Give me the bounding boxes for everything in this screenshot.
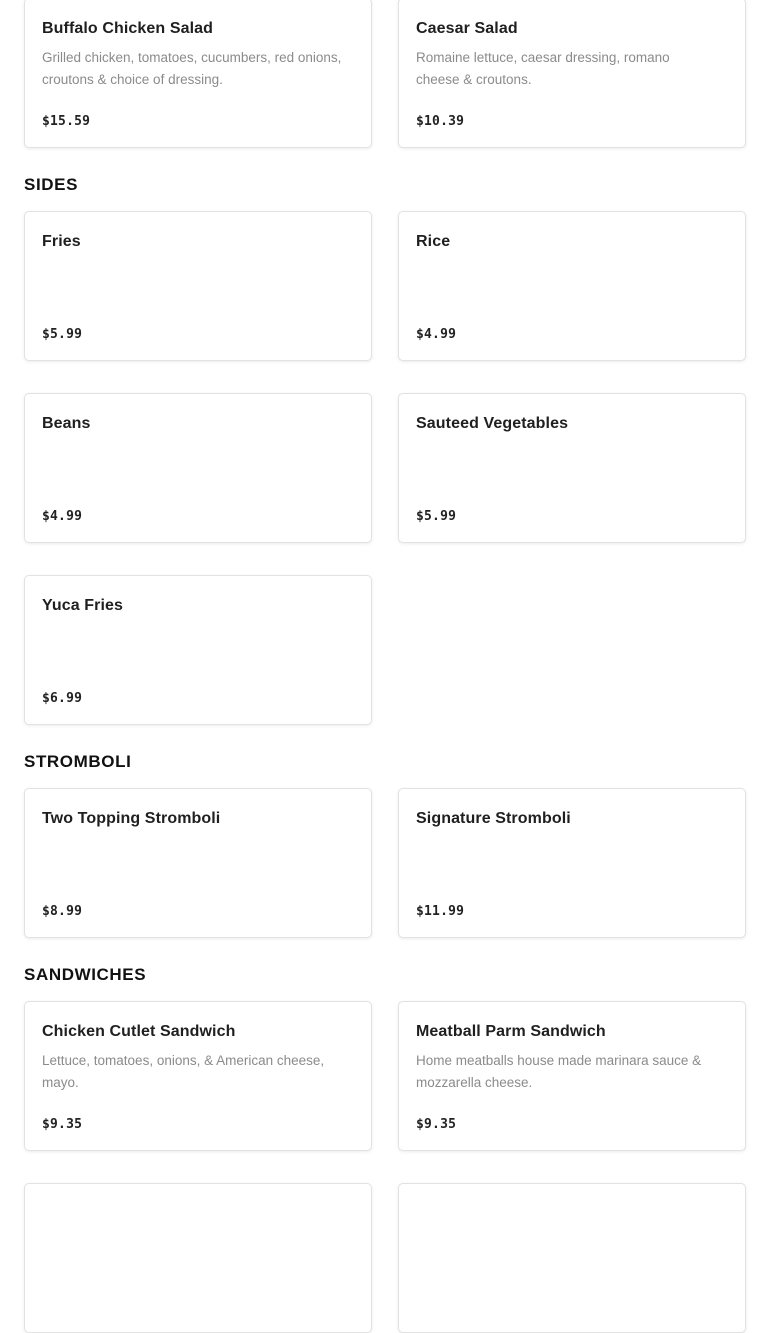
- menu-item-card-partial[interactable]: [398, 1183, 746, 1333]
- menu-item-card-partial[interactable]: [24, 1183, 372, 1333]
- item-price: $5.99: [416, 509, 457, 524]
- item-price: $4.99: [416, 327, 457, 342]
- menu-item-card-rice[interactable]: [398, 211, 746, 361]
- item-price: $4.99: [42, 509, 83, 524]
- item-name: Buffalo Chicken Salad: [42, 20, 214, 37]
- item-description: Romaine lettuce, caesar dressing, romano cheese & croutons.: [416, 50, 670, 87]
- menu-grid-bottom-partial: [24, 1183, 746, 1333]
- menu-item-card-two-topping-stromboli[interactable]: [24, 788, 372, 938]
- item-name: Yuca Fries: [42, 597, 124, 614]
- menu-item-card-signature-stromboli[interactable]: [398, 788, 746, 938]
- menu-grid-stromboli: [24, 788, 746, 938]
- item-price: $15.59: [42, 114, 91, 129]
- menu-item-card-buffalo-chicken-salad[interactable]: [24, 0, 372, 148]
- menu-grid-sandwiches: [24, 1001, 746, 1151]
- menu-grid-top: [24, 0, 746, 148]
- item-price: $9.35: [416, 1117, 457, 1132]
- item-name: Chicken Cutlet Sandwich: [42, 1023, 236, 1040]
- menu-item-card-yuca-fries[interactable]: [24, 575, 372, 725]
- item-name: Signature Stromboli: [416, 810, 571, 827]
- item-description: Lettuce, tomatoes, onions, & American cheese, mayo.: [42, 1053, 325, 1090]
- item-price: $5.99: [42, 327, 83, 342]
- menu-item-card-caesar-salad[interactable]: [398, 0, 746, 148]
- menu-grid-sides: [24, 211, 746, 725]
- item-price: $8.99: [42, 904, 83, 919]
- item-name: Fries: [42, 233, 81, 250]
- item-name: Caesar Salad: [416, 20, 518, 37]
- section-heading-sides: SIDES: [24, 175, 79, 194]
- item-name: Sauteed Vegetables: [416, 415, 569, 432]
- item-name: Beans: [42, 415, 91, 432]
- item-description: Grilled chicken, tomatoes, cucumbers, red onions, croutons & choice of dressing.: [42, 50, 342, 87]
- item-price: $6.99: [42, 691, 83, 706]
- menu-item-card-fries[interactable]: [24, 211, 372, 361]
- menu-item-card-beans[interactable]: [24, 393, 372, 543]
- item-name: Rice: [416, 233, 451, 250]
- menu-item-card-sauteed-vegetables[interactable]: [398, 393, 746, 543]
- section-heading-sandwiches: SANDWICHES: [24, 965, 147, 984]
- item-price: $10.39: [416, 114, 465, 129]
- item-price: $11.99: [416, 904, 465, 919]
- item-description: Home meatballs house made marinara sauce & mozzarella cheese.: [416, 1053, 702, 1090]
- item-name: Meatball Parm Sandwich: [416, 1023, 606, 1040]
- menu-item-card-meatball-parm-sandwich[interactable]: [398, 1001, 746, 1151]
- item-name: Two Topping Stromboli: [42, 810, 221, 827]
- item-price: $9.35: [42, 1117, 83, 1132]
- menu-item-card-chicken-cutlet-sandwich[interactable]: [24, 1001, 372, 1151]
- section-heading-stromboli: STROMBOLI: [24, 752, 132, 771]
